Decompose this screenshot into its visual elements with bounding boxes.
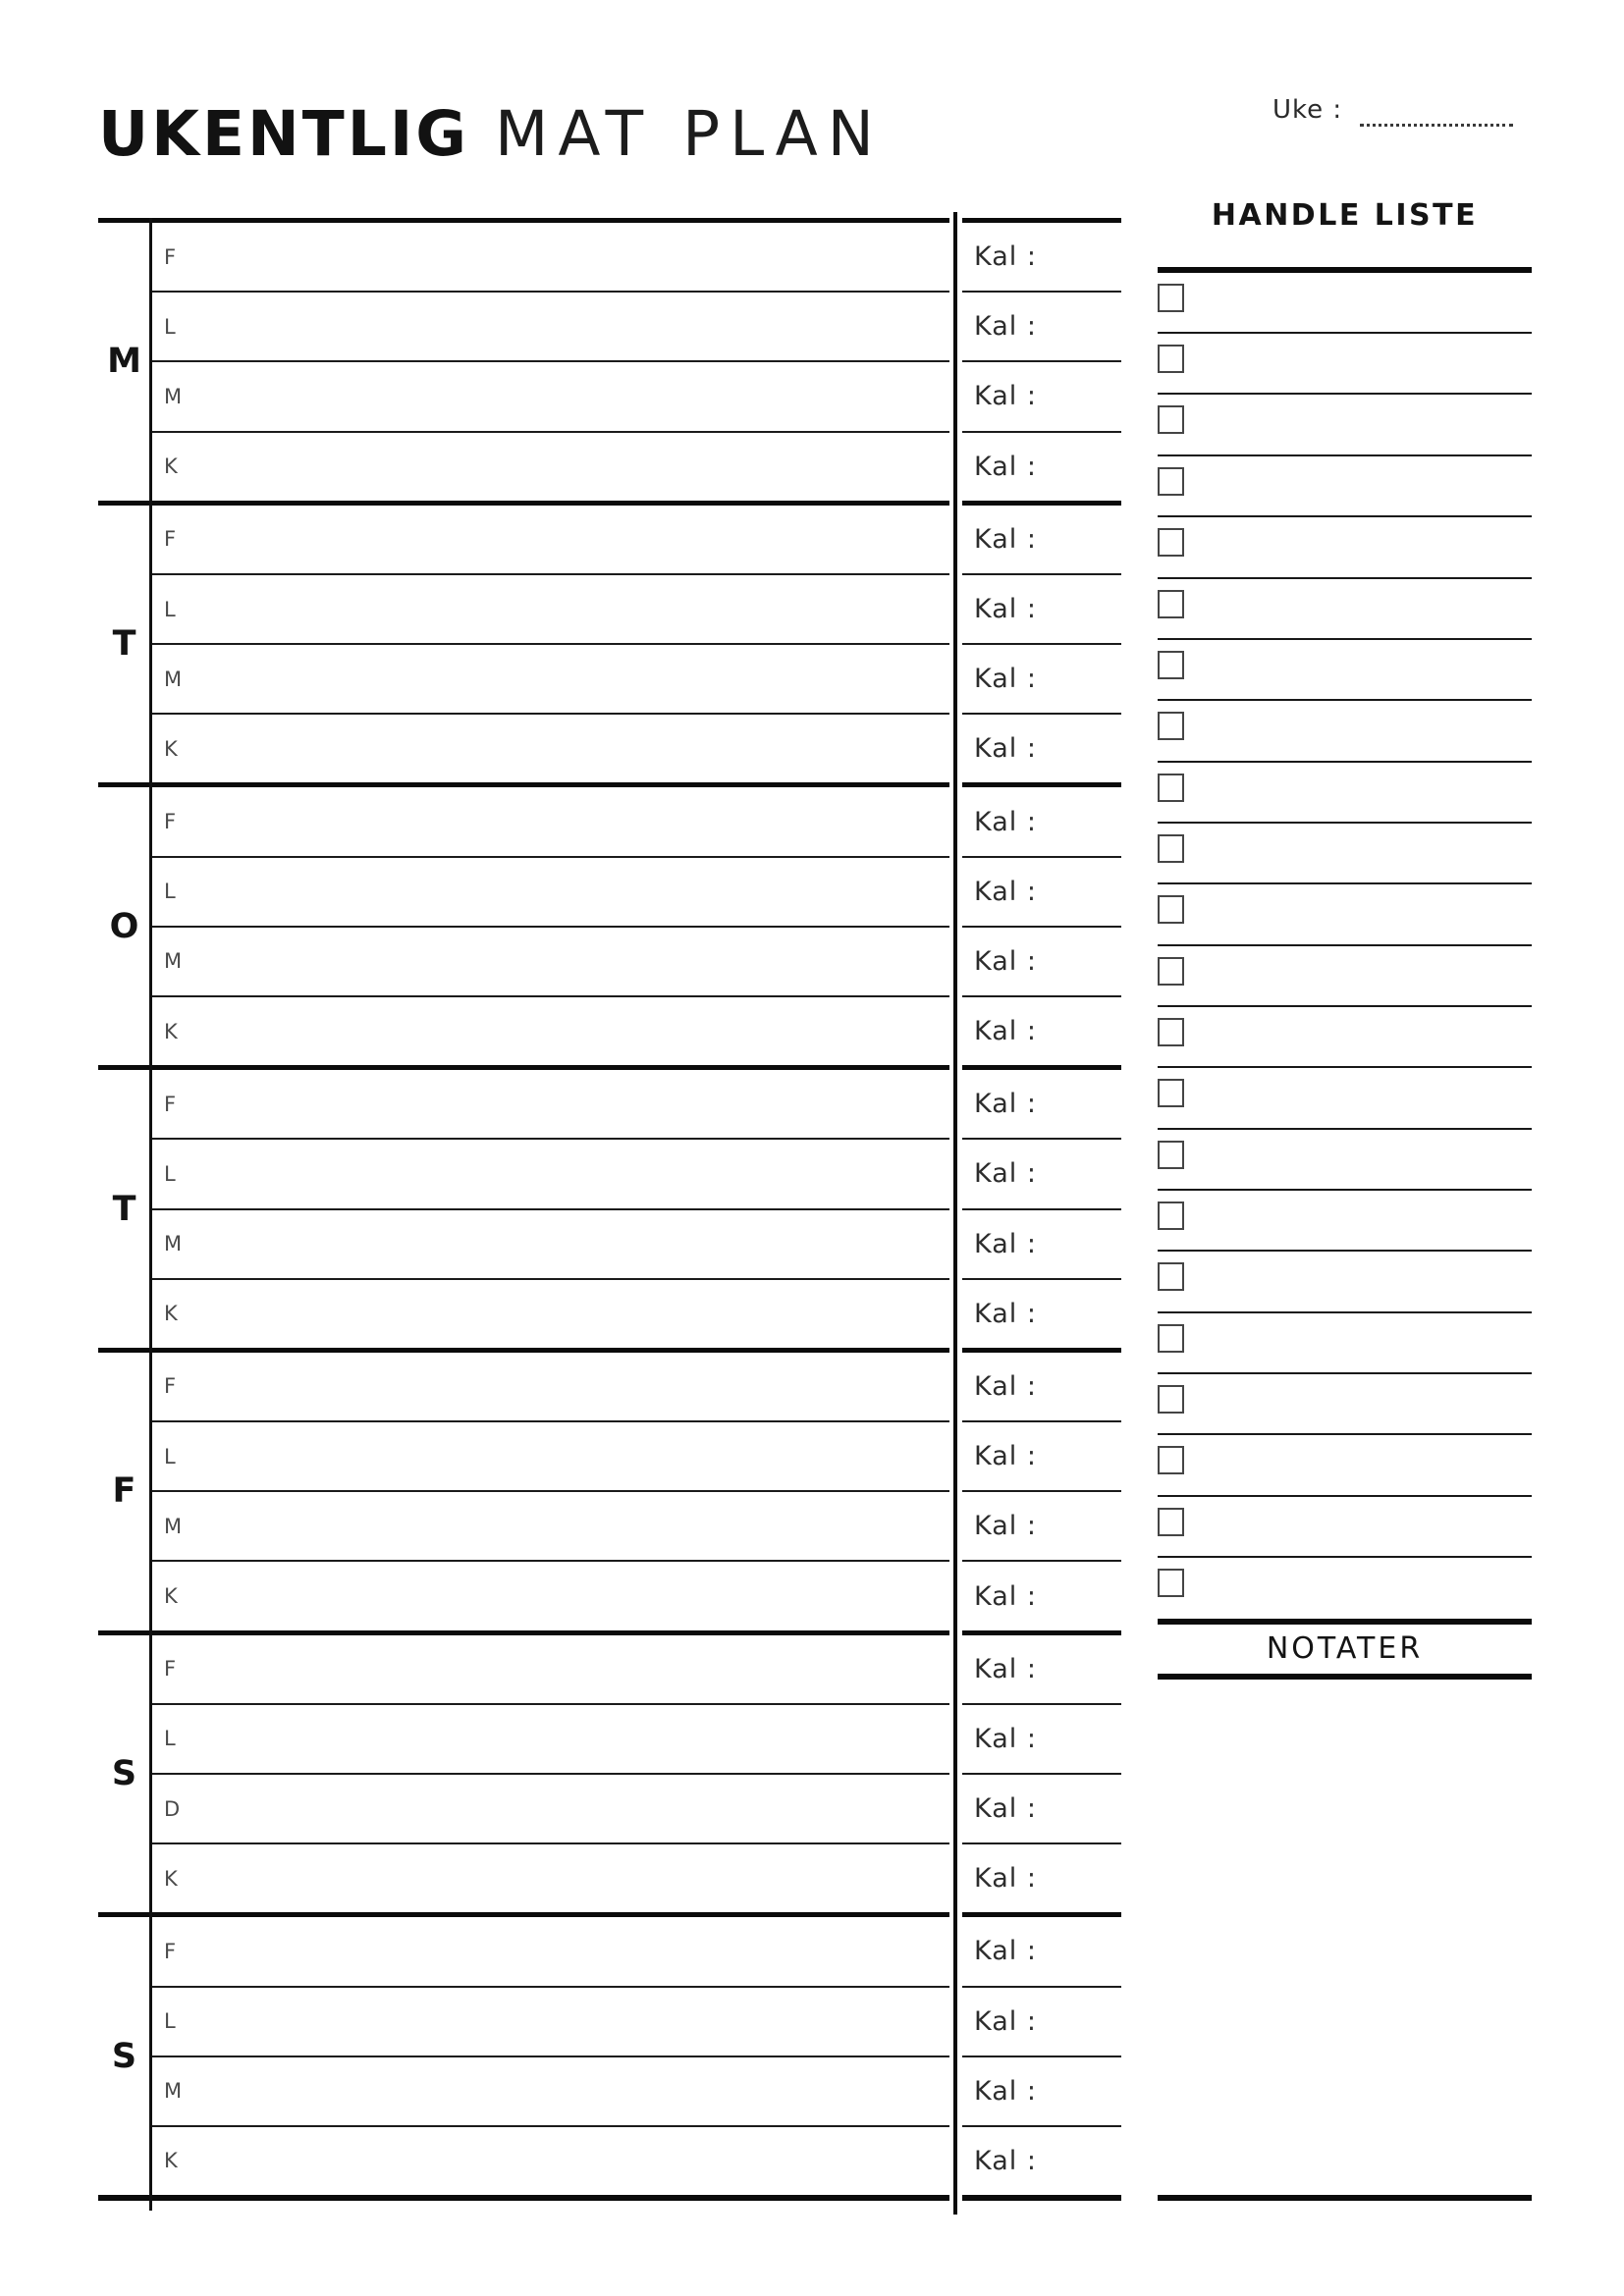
meal-row[interactable] [150, 293, 949, 362]
meal-label: K [164, 1584, 179, 1609]
page-title-primary: UKENTLIG [98, 98, 470, 171]
calories-label: Kal : [974, 311, 1037, 343]
calories-group [962, 782, 1121, 1065]
calories-label: Kal : [974, 1936, 1037, 1967]
calories-label: Kal : [974, 733, 1037, 765]
calories-group [962, 1912, 1121, 2195]
calories-cell[interactable] [962, 858, 1121, 928]
day-letter: T [112, 624, 136, 665]
calories-label: Kal : [974, 1723, 1037, 1754]
checklist-item[interactable] [1158, 1558, 1532, 1619]
meal-planner-table [98, 218, 949, 2201]
day-block [98, 501, 949, 783]
checkbox[interactable] [1158, 528, 1184, 557]
checklist-item[interactable] [1158, 640, 1532, 701]
calories-label: Kal : [974, 1298, 1037, 1329]
meal-row[interactable] [150, 1705, 949, 1775]
meal-label: L [164, 2009, 177, 2034]
meal-label: L [164, 1161, 177, 1186]
checklist-item[interactable] [1158, 579, 1532, 640]
calories-label: Kal : [974, 1089, 1037, 1120]
calories-label: Kal : [974, 1580, 1037, 1612]
checkbox[interactable] [1158, 405, 1184, 434]
meal-row[interactable] [150, 645, 949, 715]
checkbox[interactable] [1158, 834, 1184, 863]
meal-row[interactable] [150, 1353, 949, 1422]
calories-label: Kal : [974, 1016, 1037, 1047]
meal-label: M [164, 2079, 184, 2104]
checklist-item[interactable] [1158, 1435, 1532, 1496]
calories-cell[interactable] [962, 1917, 1121, 1987]
meal-row[interactable] [150, 1140, 949, 1209]
meal-label: L [164, 314, 177, 339]
calories-label: Kal : [974, 1511, 1037, 1542]
meal-row[interactable] [150, 997, 949, 1065]
calories-cell[interactable] [962, 575, 1121, 645]
calories-cell[interactable] [962, 645, 1121, 715]
calories-cell[interactable] [962, 1988, 1121, 2057]
meal-label: F [164, 527, 178, 552]
checkbox[interactable] [1158, 590, 1184, 618]
calories-cell[interactable] [962, 997, 1121, 1065]
meal-row[interactable] [150, 858, 949, 928]
meal-row[interactable] [150, 1210, 949, 1280]
checklist-item[interactable] [1158, 334, 1532, 395]
meal-label: K [164, 2149, 179, 2173]
checkbox[interactable] [1158, 284, 1184, 312]
calories-cell[interactable] [962, 1562, 1121, 1629]
day-letter: M [107, 342, 141, 382]
shopping-list-title: HANDLE LISTE [1211, 197, 1479, 233]
week-label: Uke : [1272, 95, 1343, 125]
checkbox[interactable] [1158, 1201, 1184, 1230]
calories-cell[interactable] [962, 293, 1121, 362]
meal-label: D [164, 1796, 182, 1821]
checklist-item[interactable] [1158, 1252, 1532, 1312]
meal-row[interactable] [150, 506, 949, 575]
calories-cell[interactable] [962, 1210, 1121, 1280]
day-block [98, 1065, 949, 1348]
meal-row[interactable] [150, 787, 949, 857]
meal-label: K [164, 1866, 179, 1891]
checkbox[interactable] [1158, 957, 1184, 986]
meal-row[interactable] [150, 2127, 949, 2195]
checkbox[interactable] [1158, 712, 1184, 740]
meal-label: K [164, 1019, 179, 1043]
checkbox[interactable] [1158, 895, 1184, 924]
checklist-item[interactable] [1158, 456, 1532, 517]
calories-cell[interactable] [962, 506, 1121, 575]
day-block [98, 782, 949, 1065]
day-meal-rows [150, 787, 949, 1065]
meal-row[interactable] [150, 1775, 949, 1844]
meal-row[interactable] [150, 1280, 949, 1348]
calories-label: Kal : [974, 451, 1037, 482]
calories-cell[interactable] [962, 1844, 1121, 1912]
calories-label: Kal : [974, 594, 1037, 624]
day-cell [98, 1353, 150, 1630]
checkbox[interactable] [1158, 1079, 1184, 1107]
meal-row[interactable] [150, 1422, 949, 1492]
meal-label: K [164, 736, 179, 761]
day-meal-rows [150, 1353, 949, 1630]
checkbox[interactable] [1158, 1508, 1184, 1536]
meal-row[interactable] [150, 715, 949, 782]
checklist-item[interactable] [1158, 273, 1532, 334]
calories-cell[interactable] [962, 362, 1121, 432]
meal-row[interactable] [150, 2057, 949, 2127]
meal-label: M [164, 1514, 184, 1538]
meal-row[interactable] [150, 1562, 949, 1629]
calories-label: Kal : [974, 1653, 1037, 1684]
calories-label: Kal : [974, 806, 1037, 837]
calories-cell[interactable] [962, 1492, 1121, 1562]
calories-column [962, 218, 1121, 2201]
day-meal-rows [150, 506, 949, 783]
checklist-item[interactable] [1158, 1313, 1532, 1374]
checkbox[interactable] [1158, 1018, 1184, 1046]
calories-cell[interactable] [962, 1775, 1121, 1844]
meal-row[interactable] [150, 433, 949, 501]
meal-label: F [164, 810, 178, 834]
checkbox[interactable] [1158, 1324, 1184, 1353]
calories-label: Kal : [974, 2145, 1037, 2176]
notes-title: NOTATER [1158, 1619, 1532, 1680]
day-letter: F [112, 1471, 136, 1512]
day-meal-rows [150, 1070, 949, 1348]
day-meal-rows [150, 223, 949, 501]
meal-label: F [164, 1374, 178, 1399]
meal-row[interactable] [150, 362, 949, 432]
calories-group [962, 501, 1121, 783]
calories-label: Kal : [974, 241, 1037, 273]
checklist-item[interactable] [1158, 1191, 1532, 1252]
checklist-item[interactable] [1158, 946, 1532, 1007]
calories-label: Kal : [974, 2005, 1037, 2037]
calories-cell[interactable] [962, 2127, 1121, 2195]
calories-label: Kal : [974, 1370, 1037, 1402]
calories-label: Kal : [974, 1441, 1037, 1472]
checkbox[interactable] [1158, 1446, 1184, 1474]
meal-row[interactable] [150, 1070, 949, 1140]
day-cell [98, 787, 150, 1065]
notes-writing-area[interactable] [1158, 1680, 1532, 2229]
meal-label: M [164, 1232, 184, 1256]
checkbox[interactable] [1158, 1385, 1184, 1414]
calories-group [962, 218, 1121, 501]
week-fill-line[interactable] [1360, 92, 1513, 127]
calories-group [962, 1348, 1121, 1630]
day-letter: S [111, 2036, 137, 2076]
day-letter: S [111, 1753, 137, 1793]
meal-label: K [164, 454, 179, 479]
calories-cell[interactable] [962, 1070, 1121, 1140]
checklist-item[interactable] [1158, 395, 1532, 455]
checklist-item[interactable] [1158, 701, 1532, 762]
day-cell [98, 1917, 150, 2195]
day-letter: T [112, 1189, 136, 1229]
calories-label: Kal : [974, 381, 1037, 412]
meal-row[interactable] [150, 1917, 949, 1987]
meal-row[interactable] [150, 1844, 949, 1912]
meal-label: M [164, 384, 184, 408]
page-title-secondary: MAT PLAN [495, 98, 884, 171]
day-meal-rows [150, 1635, 949, 1913]
checklist-item[interactable] [1158, 1374, 1532, 1435]
calories-cell[interactable] [962, 433, 1121, 501]
day-letter: O [109, 906, 139, 946]
calories-label: Kal : [974, 945, 1037, 977]
calories-column-divider [953, 212, 957, 2215]
day-cell [98, 1635, 150, 1913]
calories-cell[interactable] [962, 1140, 1121, 1209]
shopping-list-panel [1158, 165, 1532, 2229]
checkbox[interactable] [1158, 774, 1184, 802]
calories-cell[interactable] [962, 2057, 1121, 2127]
day-cell [98, 223, 150, 501]
calories-cell[interactable] [962, 1705, 1121, 1775]
day-block [98, 1630, 949, 1913]
calories-group [962, 1630, 1121, 1913]
day-cell [98, 1070, 150, 1348]
meal-row[interactable] [150, 1492, 949, 1562]
calories-cell[interactable] [962, 223, 1121, 293]
calories-cell[interactable] [962, 1422, 1121, 1492]
calories-cell[interactable] [962, 787, 1121, 857]
checkbox[interactable] [1158, 1262, 1184, 1291]
shopping-list-items [1158, 273, 1532, 1620]
meal-label: L [164, 1444, 177, 1468]
meal-label: M [164, 667, 184, 691]
checkbox[interactable] [1158, 345, 1184, 373]
calories-cell[interactable] [962, 1635, 1121, 1705]
meal-row[interactable] [150, 1988, 949, 2057]
checklist-item[interactable] [1158, 1007, 1532, 1068]
calories-cell[interactable] [962, 928, 1121, 997]
day-column-divider [149, 218, 152, 2211]
checklist-item[interactable] [1158, 884, 1532, 945]
page-title [98, 98, 884, 176]
checklist-item[interactable] [1158, 824, 1532, 884]
calories-label: Kal : [974, 1228, 1037, 1259]
calories-label: Kal : [974, 1158, 1037, 1190]
notes-bottom-rule [1158, 2195, 1532, 2201]
meal-label: L [164, 1727, 177, 1751]
meal-label: M [164, 949, 184, 974]
meal-label: F [164, 1092, 178, 1116]
checkbox[interactable] [1158, 651, 1184, 679]
checklist-item[interactable] [1158, 1130, 1532, 1191]
calories-label: Kal : [974, 1863, 1037, 1895]
day-block [98, 218, 949, 501]
meal-label: L [164, 880, 177, 904]
day-block [98, 1348, 949, 1630]
checkbox[interactable] [1158, 1569, 1184, 1597]
day-block [98, 1912, 949, 2195]
meal-label: F [164, 1657, 178, 1682]
day-cell [98, 506, 150, 783]
calories-label: Kal : [974, 1793, 1037, 1825]
checklist-item[interactable] [1158, 1068, 1532, 1129]
checkbox[interactable] [1158, 1141, 1184, 1169]
calories-cell[interactable] [962, 715, 1121, 782]
meal-row[interactable] [150, 223, 949, 293]
calories-label: Kal : [974, 523, 1037, 555]
checkbox[interactable] [1158, 467, 1184, 496]
meal-label: F [164, 244, 178, 269]
meal-label: F [164, 1939, 178, 1963]
checklist-item[interactable] [1158, 763, 1532, 824]
meal-row[interactable] [150, 1635, 949, 1705]
meal-label: L [164, 597, 177, 621]
calories-cell[interactable] [962, 1280, 1121, 1348]
meal-row[interactable] [150, 575, 949, 645]
week-field [1272, 92, 1513, 127]
calories-label: Kal : [974, 664, 1037, 695]
calories-label: Kal : [974, 876, 1037, 907]
checklist-item[interactable] [1158, 517, 1532, 578]
calories-group [962, 1065, 1121, 1348]
meal-row[interactable] [150, 928, 949, 997]
calories-cell[interactable] [962, 1353, 1121, 1422]
checklist-item[interactable] [1158, 1497, 1532, 1558]
day-meal-rows [150, 1917, 949, 2195]
calories-label: Kal : [974, 2075, 1037, 2107]
meal-label: K [164, 1302, 179, 1326]
